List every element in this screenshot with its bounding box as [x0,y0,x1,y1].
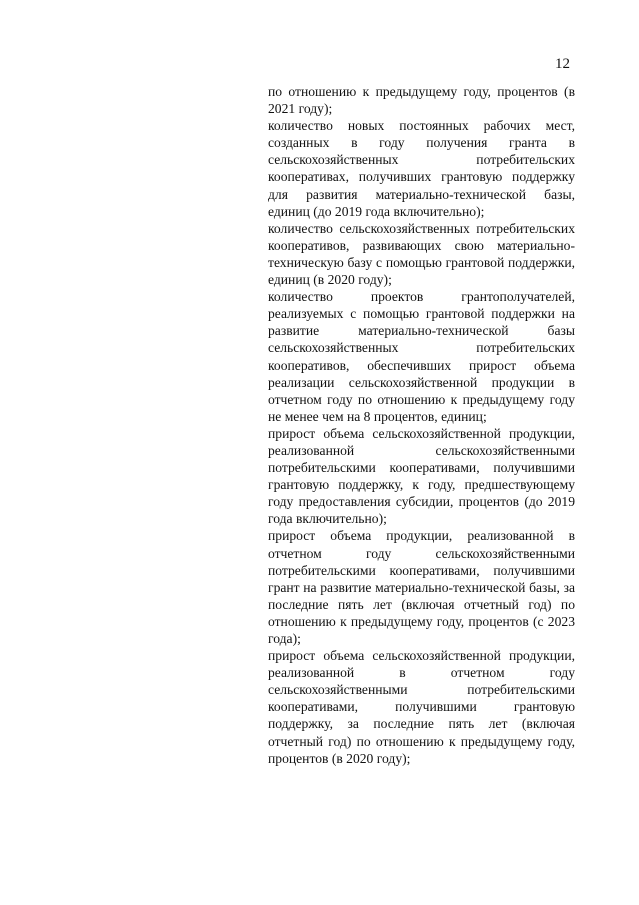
document-body [268,83,575,767]
paragraph: количество новых постоянных рабочих мест, созданных в году получения гранта в сельскохозяйственных потребительских кооперативах, получивших грантовую поддержку для развития материально-технической базы, единиц (до 2019 года включительно); [268,118,575,219]
paragraph: прирост объема сельскохозяйственной продукции, реализованной в отчетном году сельскохозяйственными потребительскими кооперативами, получившими грантовую поддержку, за последние пять лет (включая отчетный год) по отношению к предыдущему году, процентов (в 2020 году); [268,648,575,766]
paragraph: по отношению к предыдущему году, процентов (в 2021 году); [268,84,575,117]
paragraph: прирост объема продукции, реализованной в отчетном году сельскохозяйственными потребительскими кооперативами, получившими грант на развитие материально-технической базы, за последние пять лет (включая отчетный год) по отношению к предыдущему году, процентов (с 2023 года); [268,528,575,646]
paragraph: прирост объема сельскохозяйственной продукции, реализованной сельскохозяйственными потребительскими кооперативами, получившими грантовую поддержку, к году, предшествующему году предоставления субсидии, процентов (до 2019 года включительно); [268,425,575,527]
paragraph: количество проектов грантополучателей, реализуемых с помощью грантовой поддержки на развитие материально-технической базы сельскохозяйственных потребительских кооперативов, обеспечивших прирост объема реализации сельскохозяйственной продукции в отчетном году по отношению к предыдущему году не менее чем на 8 процентов, единиц; [268,289,575,424]
paragraph: количество сельскохозяйственных потребительских кооперативов, развивающих свою материально-техническую базу с помощью грантовой поддержки, единиц (в 2020 году); [268,220,575,288]
page-number: 12 [555,56,570,72]
